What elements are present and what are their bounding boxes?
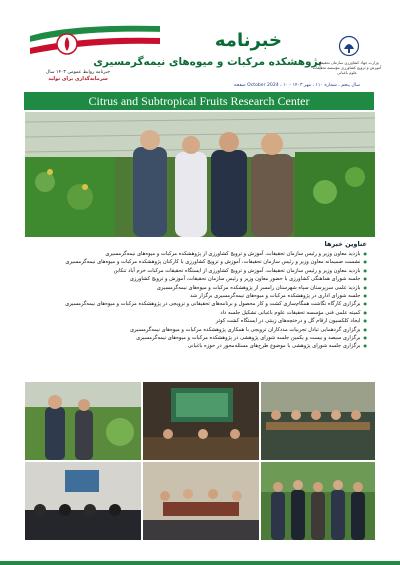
bottom-rule (0, 561, 400, 565)
news-item: ● برگزاری گردهمایی تبادل تجربیات مددکاران ترویجی با همکاری پژوهشکده مرکبات و میوه‌های نیمه‌گرمسیری (25, 326, 367, 334)
org-emblem (338, 35, 360, 57)
news-headlines (25, 240, 375, 380)
research-center-name: پژوهشکده مرکبات و میوه‌های نیمه‌گرمسیری (93, 56, 322, 68)
photo-orchard-tour (25, 382, 141, 460)
newsletter-caption: خبرنامه روابط عمومی ۱۴۰۳ سال (45, 70, 111, 75)
year-slogan: سرمایه‌گذاری برای تولید (48, 76, 108, 82)
news-item: ● جلسه شورای هماهنگی کشاورزی با حضور معاون وزیر و رئیس سازمان تحقیقات، آموزش و ترویج کشاورزی (25, 275, 367, 283)
news-item: ● ایجاد کلکسیون ارقام گل و درختچه‌های زینتی در ایستگاه کشت کوثر (25, 317, 367, 325)
photo-conference-room (143, 462, 259, 540)
photo-group-standing (261, 462, 375, 540)
newsletter-title: خبرنامه (214, 30, 282, 51)
iran-emblem-icon (55, 32, 79, 56)
news-item: ● جلسه شورای اداری در پژوهشکده مرکبات و میوه‌های نیمه‌گرمسیری برگزار شد (25, 292, 367, 300)
hero-photo (25, 112, 375, 237)
news-item: ● بازدید علمی سرپرستان سپاه شهرستان رامسر از پژوهشکده مرکبات و میوه‌های نیمه‌گرمسیری (25, 284, 367, 292)
news-item: ● کمیته علمی فنی مؤسسه تحقیقات علوم باغبانی تشکیل جلسه داد (25, 309, 367, 317)
news-list (25, 250, 367, 351)
photo-workshop (25, 462, 141, 540)
photo-grid (25, 382, 375, 558)
news-item: ● بازدید معاون وزیر و رئیس سازمان تحقیقات، آموزش و ترویج کشاورزی از ایستگاه تحقیقات مرکبات خرم آباد تنکابن (25, 267, 367, 275)
news-item: ● نشست صمیمانه معاون وزیر و رئیس سازمان تحقیقات، آموزش و ترویج کشاورزی با کارکنان پژوهشکده مرکبات و میوه‌های نیمه‌گرمسیری (25, 258, 367, 266)
news-item: ● بازدید معاون وزیر و رئیس سازمان تحقیقات، آموزش و ترویج کشاورزی از پژوهشکده مرکبات و میوه‌های نیمه‌گرمسیری (25, 250, 367, 258)
photo-meeting-table (261, 382, 375, 460)
news-heading: عناوین خبرها (324, 240, 367, 248)
news-item: ● برگزاری کارگاه نگاشت همگام‌سازی کشت و کار محصول و برنامه‌های تحقیقاتی و ترویجی در پژوهشکده مرکبات و میوه‌های نیمه‌گرمسیری (25, 300, 367, 308)
news-item: ● برگزاری جلسه شورای پژوهشی با موضوع طرح‌های مسئله‌محور در حوزه باغبانی (25, 342, 367, 350)
header (0, 0, 400, 92)
issue-info: سال پنجم ، شماره ۱۱۰ ، مهر ۱۴۰۳ - October 2024 ، ۱۰ صفحه (234, 83, 360, 88)
greenhouse-visit-photo (25, 112, 375, 237)
english-title-band: Citrus and Subtropical Fruits Research Center (24, 92, 374, 110)
photo-presentation (143, 382, 259, 460)
news-item: ● برگزاری سیصد و بیست و یکمین جلسه شورای پژوهشی در پژوهشکده مرکبات و میوه‌های نیمه‌گرمسیری (25, 334, 367, 342)
left-caption (18, 70, 138, 82)
organization-text: وزارت جهاد کشاورزی سازمان تحقیقات، آموزش و ترویج کشاورزی مؤسسه تحقیقات علوم باغبانی (312, 60, 382, 75)
iran-flag-ribbon (30, 22, 160, 60)
